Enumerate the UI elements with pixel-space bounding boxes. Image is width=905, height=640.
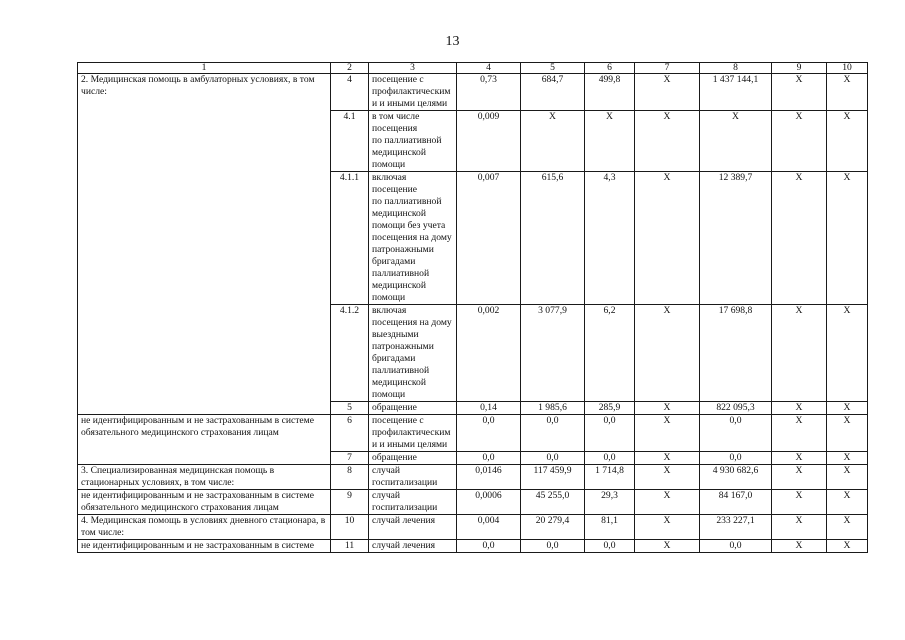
row-unit: обращение xyxy=(369,402,457,415)
row-unit: посещение с профилактическим и и иными целями xyxy=(369,415,457,452)
row-code: 4.1 xyxy=(331,111,369,172)
table-row xyxy=(78,490,868,515)
row-unit: обращение xyxy=(369,452,457,465)
cell-col6: 6,2 xyxy=(585,305,635,402)
cell-col8: 0,0 xyxy=(700,415,772,452)
row-name: не идентифицированным и не застрахованным в системе xyxy=(78,540,331,553)
table-row xyxy=(78,540,868,553)
row-unit: случай лечения xyxy=(369,515,457,540)
cell-col8: X xyxy=(700,111,772,172)
row-name: не идентифицированным и не застрахованным в системе обязательного медицинского страхования лицам xyxy=(78,490,331,515)
cell-col8: 84 167,0 xyxy=(700,490,772,515)
cell-col4: 0,73 xyxy=(457,74,521,111)
cell-col5: 0,0 xyxy=(521,540,585,553)
cell-col6: 4,3 xyxy=(585,172,635,305)
cell-col7: X xyxy=(635,305,700,402)
column-header: 9 xyxy=(772,63,827,74)
cell-col9: X xyxy=(772,111,827,172)
row-code: 6 xyxy=(331,415,369,452)
table-row xyxy=(78,74,868,111)
cell-col6: 0,0 xyxy=(585,452,635,465)
cell-col10: X xyxy=(827,402,868,415)
cell-col4: 0,009 xyxy=(457,111,521,172)
cell-col4: 0,0 xyxy=(457,452,521,465)
row-unit: включая посещение по паллиативной медицинской помощи без учета посещения на дому патронажными бригадами паллиативной медицинской помощи xyxy=(369,172,457,305)
row-code: 4.1.1 xyxy=(331,172,369,305)
row-unit: в том числе посещения по паллиативной медицинской помощи xyxy=(369,111,457,172)
cell-col4: 0,004 xyxy=(457,515,521,540)
cell-col6: 285,9 xyxy=(585,402,635,415)
cell-col5: 45 255,0 xyxy=(521,490,585,515)
column-header: 4 xyxy=(457,63,521,74)
cell-col7: X xyxy=(635,515,700,540)
row-unit: посещение с профилактическим и и иными целями xyxy=(369,74,457,111)
cell-col5: 20 279,4 xyxy=(521,515,585,540)
row-unit: случай госпитализации xyxy=(369,490,457,515)
column-header: 10 xyxy=(827,63,868,74)
row-code: 5 xyxy=(331,402,369,415)
cell-col10: X xyxy=(827,172,868,305)
cell-col6: 1 714,8 xyxy=(585,465,635,490)
table-row xyxy=(78,415,868,452)
cell-col5: 0,0 xyxy=(521,452,585,465)
cell-col10: X xyxy=(827,490,868,515)
cell-col4: 0,007 xyxy=(457,172,521,305)
cell-col9: X xyxy=(772,515,827,540)
cell-col5: 0,0 xyxy=(521,415,585,452)
cell-col4: 0,0006 xyxy=(457,490,521,515)
row-unit: случай госпитализации xyxy=(369,465,457,490)
cell-col10: X xyxy=(827,74,868,111)
cell-col9: X xyxy=(772,465,827,490)
cell-col10: X xyxy=(827,540,868,553)
cell-col4: 0,0146 xyxy=(457,465,521,490)
cell-col8: 4 930 682,6 xyxy=(700,465,772,490)
row-code: 8 xyxy=(331,465,369,490)
cell-col7: X xyxy=(635,172,700,305)
row-name: 3. Специализированная медицинская помощь в стационарных условиях, в том числе: xyxy=(78,465,331,490)
column-header: 2 xyxy=(331,63,369,74)
cell-col9: X xyxy=(772,452,827,465)
row-name: 4. Медицинская помощь в условиях дневного стационара, в том числе: xyxy=(78,515,331,540)
cell-col10: X xyxy=(827,111,868,172)
cell-col8: 1 437 144,1 xyxy=(700,74,772,111)
medical-care-table xyxy=(77,62,868,553)
column-header: 7 xyxy=(635,63,700,74)
cell-col7: X xyxy=(635,402,700,415)
cell-col7: X xyxy=(635,111,700,172)
column-header: 6 xyxy=(585,63,635,74)
cell-col4: 0,0 xyxy=(457,415,521,452)
cell-col10: X xyxy=(827,465,868,490)
cell-col10: X xyxy=(827,415,868,452)
cell-col10: X xyxy=(827,452,868,465)
column-header: 5 xyxy=(521,63,585,74)
column-header: 1 xyxy=(78,63,331,74)
cell-col8: 822 095,3 xyxy=(700,402,772,415)
column-header: 3 xyxy=(369,63,457,74)
row-name: 2. Медицинская помощь в амбулаторных условиях, в том числе: xyxy=(78,74,331,415)
cell-col9: X xyxy=(772,305,827,402)
cell-col9: X xyxy=(772,490,827,515)
row-code: 7 xyxy=(331,452,369,465)
cell-col7: X xyxy=(635,540,700,553)
cell-col6: 0,0 xyxy=(585,540,635,553)
cell-col5: 684,7 xyxy=(521,74,585,111)
cell-col10: X xyxy=(827,515,868,540)
row-code: 9 xyxy=(331,490,369,515)
column-header: 8 xyxy=(700,63,772,74)
cell-col6: 81,1 xyxy=(585,515,635,540)
cell-col6: 0,0 xyxy=(585,415,635,452)
cell-col7: X xyxy=(635,452,700,465)
cell-col4: 0,0 xyxy=(457,540,521,553)
cell-col4: 0,002 xyxy=(457,305,521,402)
row-code: 4 xyxy=(331,74,369,111)
column-number-row xyxy=(78,63,868,74)
cell-col5: 615,6 xyxy=(521,172,585,305)
page-number: 13 xyxy=(445,34,460,49)
cell-col7: X xyxy=(635,415,700,452)
row-unit: случай лечения xyxy=(369,540,457,553)
cell-col8: 17 698,8 xyxy=(700,305,772,402)
row-code: 10 xyxy=(331,515,369,540)
cell-col6: 29,3 xyxy=(585,490,635,515)
cell-col7: X xyxy=(635,490,700,515)
cell-col9: X xyxy=(772,402,827,415)
table-row xyxy=(78,515,868,540)
cell-col9: X xyxy=(772,540,827,553)
cell-col6: X xyxy=(585,111,635,172)
cell-col5: 117 459,9 xyxy=(521,465,585,490)
cell-col6: 499,8 xyxy=(585,74,635,111)
row-name: не идентифицированным и не застрахованным в системе обязательного медицинского страхования лицам xyxy=(78,415,331,465)
table-row xyxy=(78,465,868,490)
cell-col10: X xyxy=(827,305,868,402)
row-unit: включая посещения на дому выездными патронажными бригадами паллиативной медицинской помощи xyxy=(369,305,457,402)
cell-col8: 12 389,7 xyxy=(700,172,772,305)
row-code: 4.1.2 xyxy=(331,305,369,402)
cell-col8: 233 227,1 xyxy=(700,515,772,540)
cell-col8: 0,0 xyxy=(700,540,772,553)
row-code: 11 xyxy=(331,540,369,553)
cell-col5: X xyxy=(521,111,585,172)
cell-col9: X xyxy=(772,74,827,111)
cell-col9: X xyxy=(772,415,827,452)
cell-col5: 1 985,6 xyxy=(521,402,585,415)
cell-col4: 0,14 xyxy=(457,402,521,415)
cell-col9: X xyxy=(772,172,827,305)
cell-col5: 3 077,9 xyxy=(521,305,585,402)
cell-col7: X xyxy=(635,465,700,490)
cell-col8: 0,0 xyxy=(700,452,772,465)
cell-col7: X xyxy=(635,74,700,111)
